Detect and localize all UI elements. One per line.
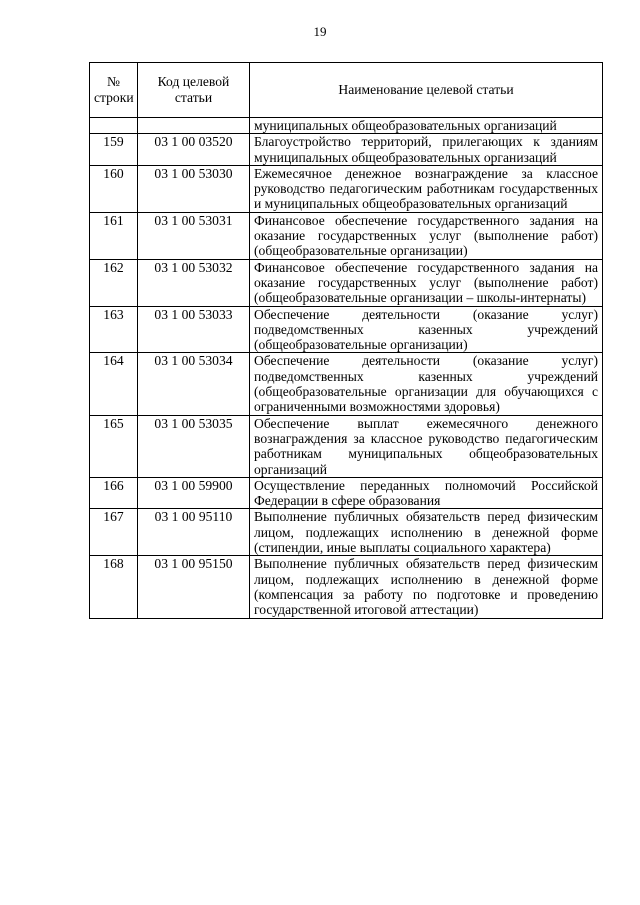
row-number: 166 bbox=[90, 477, 138, 509]
article-name: муниципальных общеобразовательных организаций bbox=[250, 118, 603, 134]
table-row bbox=[90, 118, 603, 134]
row-number: 159 bbox=[90, 134, 138, 166]
row-number: 161 bbox=[90, 212, 138, 259]
table-row bbox=[90, 477, 603, 509]
page-number: 19 bbox=[313, 24, 327, 39]
header-article-name: Наименование целевой статьи bbox=[250, 63, 603, 118]
table-row bbox=[90, 306, 603, 353]
article-name: Обеспечение выплат ежемесячного денежного вознаграждения за классное руководство педагогическим работникам муниципальных общеобразовательных организаций bbox=[250, 415, 603, 477]
row-number: 164 bbox=[90, 353, 138, 415]
article-code: 03 1 00 53030 bbox=[138, 165, 250, 212]
article-code: 03 1 00 53035 bbox=[138, 415, 250, 477]
article-code: 03 1 00 95150 bbox=[138, 556, 250, 618]
target-articles-table bbox=[89, 62, 603, 619]
article-name: Выполнение публичных обязательств перед физическим лицом, подлежащих исполнению в денежной форме (компенсация за работу по подготовке и проведению государственной итоговой аттестации) bbox=[250, 556, 603, 618]
article-name: Финансовое обеспечение государственного задания на оказание государственных услуг (выполнение работ) (общеобразовательные организации) bbox=[250, 212, 603, 259]
article-name: Осуществление переданных полномочий Российской Федерации в сфере образования bbox=[250, 477, 603, 509]
row-number: 163 bbox=[90, 306, 138, 353]
article-code: 03 1 00 53031 bbox=[138, 212, 250, 259]
article-code bbox=[138, 118, 250, 134]
article-code: 03 1 00 53033 bbox=[138, 306, 250, 353]
header-article-code: Код целевой статьи bbox=[138, 63, 250, 118]
header-row-number: № строки bbox=[90, 63, 138, 118]
row-number bbox=[90, 118, 138, 134]
article-name: Ежемесячное денежное вознаграждение за классное руководство педагогическим работникам государственных и муниципальных общеобразовательных организаций bbox=[250, 165, 603, 212]
row-number: 168 bbox=[90, 556, 138, 618]
row-number: 162 bbox=[90, 259, 138, 306]
article-name: Финансовое обеспечение государственного задания на оказание государственных услуг (выполнение работ) (общеобразовательные организации – школы-интернаты) bbox=[250, 259, 603, 306]
article-code: 03 1 00 53032 bbox=[138, 259, 250, 306]
row-number: 167 bbox=[90, 509, 138, 556]
table-row bbox=[90, 556, 603, 618]
row-number: 160 bbox=[90, 165, 138, 212]
article-code: 03 1 00 59900 bbox=[138, 477, 250, 509]
article-code: 03 1 00 95110 bbox=[138, 509, 250, 556]
article-code: 03 1 00 53034 bbox=[138, 353, 250, 415]
table-row bbox=[90, 134, 603, 166]
article-name: Обеспечение деятельности (оказание услуг) подведомственных казенных учреждений (общеобразовательные организации) bbox=[250, 306, 603, 353]
table-row bbox=[90, 212, 603, 259]
article-name: Выполнение публичных обязательств перед физическим лицом, подлежащих исполнению в денежной форме (стипендии, иные выплаты социального характера) bbox=[250, 509, 603, 556]
table-row bbox=[90, 165, 603, 212]
article-code: 03 1 00 03520 bbox=[138, 134, 250, 166]
table-row bbox=[90, 415, 603, 477]
table-row bbox=[90, 259, 603, 306]
table-row bbox=[90, 353, 603, 415]
table-row bbox=[90, 509, 603, 556]
article-name: Благоустройство территорий, прилегающих к зданиям муниципальных общеобразовательных организаций bbox=[250, 134, 603, 166]
table-header-row bbox=[90, 63, 603, 118]
article-name: Обеспечение деятельности (оказание услуг) подведомственных казенных учреждений (общеобразовательные организации для обучающихся с ограниченными возможностями здоровья) bbox=[250, 353, 603, 415]
row-number: 165 bbox=[90, 415, 138, 477]
